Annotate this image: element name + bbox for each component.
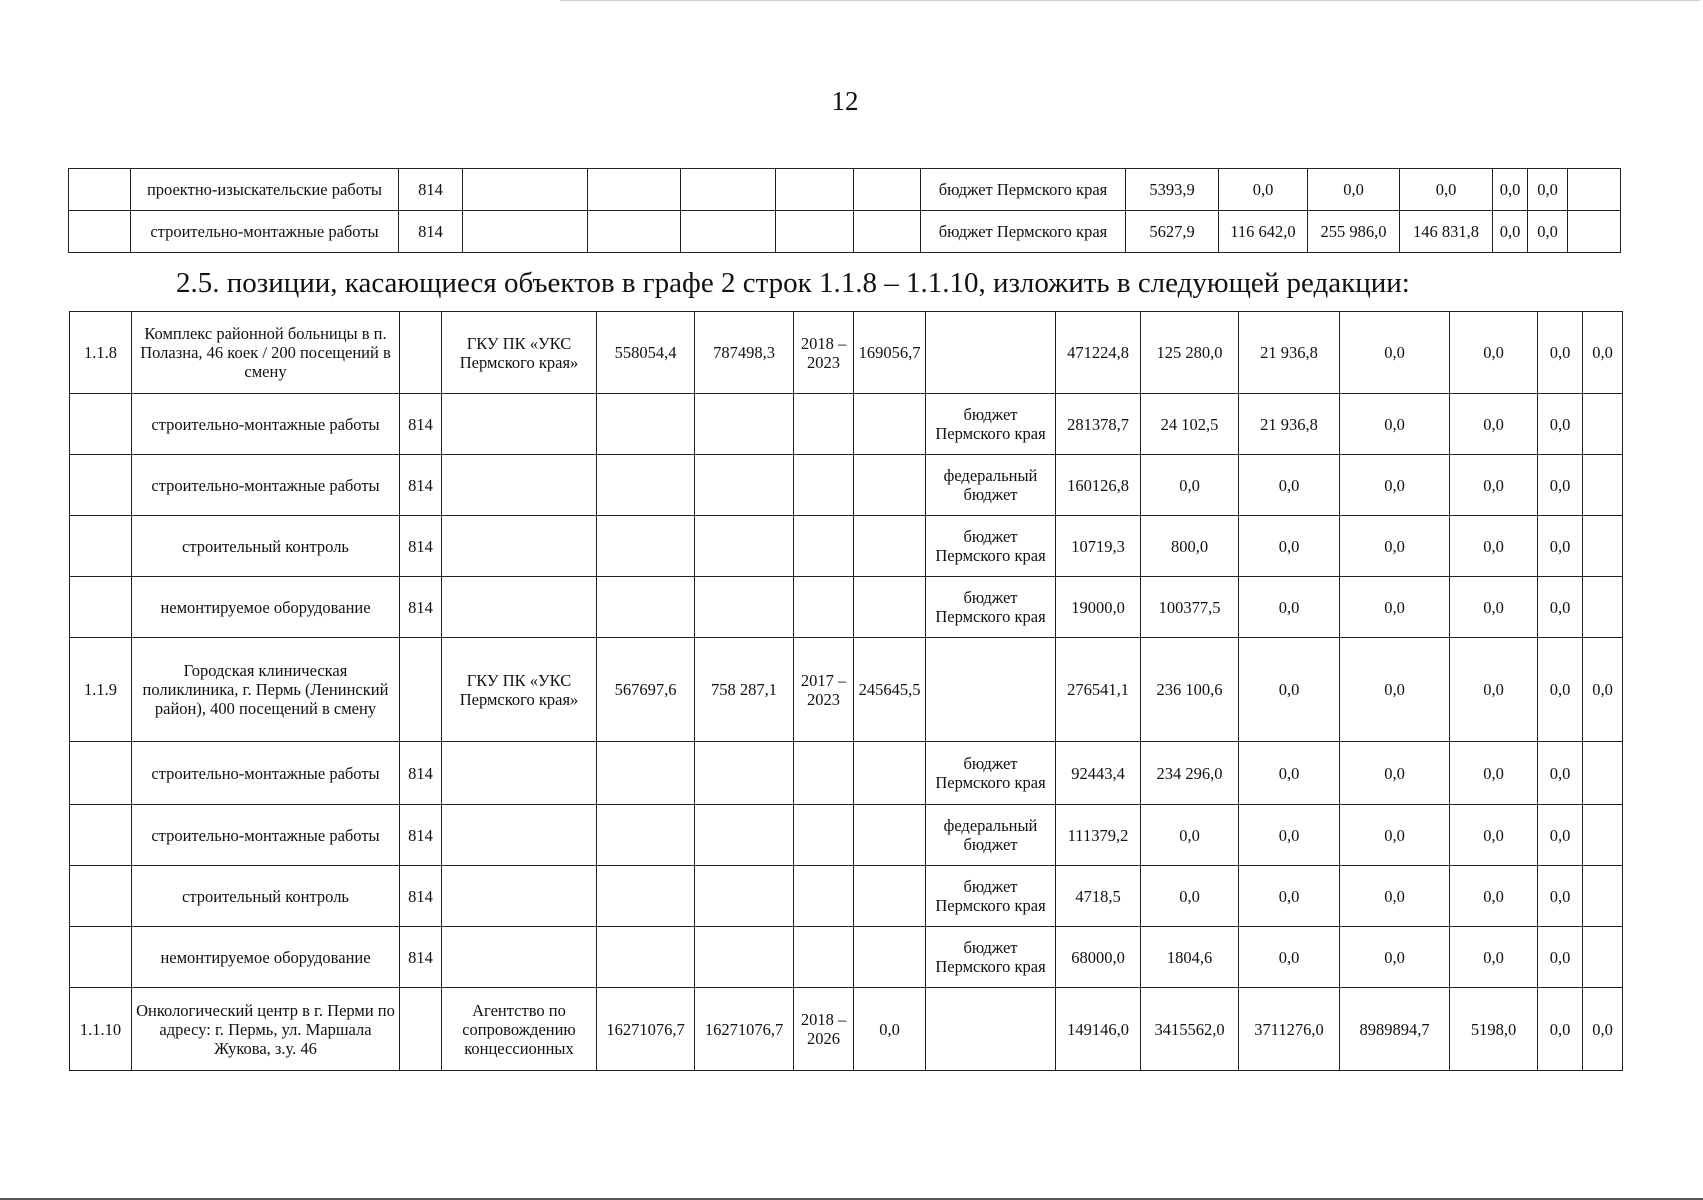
table-row (70, 455, 1623, 516)
amount-3: 0,0 (1239, 805, 1340, 866)
amount-1: 19000,0 (1056, 577, 1141, 638)
budget-code (400, 988, 442, 1071)
amount-1: 149146,0 (1056, 988, 1141, 1071)
empty-cell (588, 169, 681, 211)
construction-years (794, 742, 854, 805)
work-name: строительно-монтажные работы (132, 394, 400, 455)
funding-source: бюджет Пермского края (921, 211, 1126, 253)
empty-cell (776, 211, 854, 253)
amount-3: 0,0 (1239, 577, 1340, 638)
amount-2: 0,0 (1141, 866, 1239, 927)
responsible-org (442, 927, 597, 988)
row-number: 1.1.10 (70, 988, 132, 1071)
spent-amount (854, 805, 926, 866)
spent-amount (854, 455, 926, 516)
construction-years: 2018 – 2023 (794, 312, 854, 394)
total-cost (695, 927, 794, 988)
amount-6: 0,0 (1538, 394, 1583, 455)
amount-7: 0,0 (1583, 312, 1623, 394)
amount-6: 0,0 (1538, 866, 1583, 927)
amount-1: 281378,7 (1056, 394, 1141, 455)
construction-years (794, 866, 854, 927)
budget-code: 814 (400, 805, 442, 866)
construction-years: 2017 – 2023 (794, 638, 854, 742)
amount-2: 1804,6 (1141, 927, 1239, 988)
amount-7 (1583, 805, 1623, 866)
amount-7 (1568, 169, 1621, 211)
work-name: проектно-изыскательские работы (131, 169, 399, 211)
budget-code: 814 (400, 866, 442, 927)
responsible-org (442, 805, 597, 866)
amount-7 (1583, 577, 1623, 638)
table-row (70, 988, 1623, 1071)
table-row (70, 638, 1623, 742)
scan-edge-line (560, 0, 1700, 1)
table-row (70, 312, 1623, 394)
total-cost (695, 516, 794, 577)
table-row (70, 394, 1623, 455)
amount-4: 0,0 (1340, 805, 1450, 866)
amount-3: 0,0 (1239, 927, 1340, 988)
row-number (70, 866, 132, 927)
responsible-org: ГКУ ПК «УКС Пермского края» (442, 638, 597, 742)
work-name: строительно-монтажные работы (132, 805, 400, 866)
amount-5: 0,0 (1493, 211, 1528, 253)
amount-2: 0,0 (1141, 455, 1239, 516)
amount-4: 0,0 (1340, 866, 1450, 927)
amount-3: 0,0 (1239, 638, 1340, 742)
amount-3: 255 986,0 (1308, 211, 1400, 253)
total-cost: 16271076,7 (695, 988, 794, 1071)
table-row (70, 927, 1623, 988)
amount-5: 0,0 (1450, 312, 1538, 394)
amount-4: 0,0 (1340, 927, 1450, 988)
amount-2: 234 296,0 (1141, 742, 1239, 805)
table-row (70, 805, 1623, 866)
amount-4: 0,0 (1340, 455, 1450, 516)
budget-code: 814 (400, 577, 442, 638)
funding-source: бюджет Пермского края (921, 169, 1126, 211)
spent-amount: 169056,7 (854, 312, 926, 394)
empty-cell (463, 169, 588, 211)
object-name: Городская клиническая поликлиника, г. Пермь (Ленинский район), 400 посещений в смену (132, 638, 400, 742)
amount-3: 0,0 (1308, 169, 1400, 211)
amount-6: 0,0 (1538, 312, 1583, 394)
responsible-org (442, 394, 597, 455)
amount-1: 68000,0 (1056, 927, 1141, 988)
empty-cell (681, 211, 776, 253)
amount-5: 5198,0 (1450, 988, 1538, 1071)
amount-3: 0,0 (1239, 455, 1340, 516)
table-row (70, 866, 1623, 927)
construction-years (794, 805, 854, 866)
row-number (69, 211, 131, 253)
funding-source: федеральный бюджет (926, 805, 1056, 866)
amount-5: 0,0 (1450, 866, 1538, 927)
amount-5: 0,0 (1450, 742, 1538, 805)
estimated-cost (597, 577, 695, 638)
work-name: немонтируемое оборудование (132, 927, 400, 988)
total-cost (695, 394, 794, 455)
amount-5: 0,0 (1450, 805, 1538, 866)
empty-cell (854, 169, 921, 211)
funding-source (926, 988, 1056, 1071)
table-row (69, 169, 1621, 211)
amount-4: 0,0 (1340, 742, 1450, 805)
responsible-org (442, 742, 597, 805)
amount-2: 24 102,5 (1141, 394, 1239, 455)
spent-amount (854, 927, 926, 988)
spent-amount (854, 577, 926, 638)
row-number (70, 516, 132, 577)
funding-source: бюджет Пермского края (926, 866, 1056, 927)
table-row (69, 211, 1621, 253)
amount-4: 146 831,8 (1400, 211, 1493, 253)
amount-4: 0,0 (1340, 312, 1450, 394)
row-number (70, 927, 132, 988)
amount-1: 5393,9 (1126, 169, 1219, 211)
responsible-org: Агентство по сопровождению концессионных (442, 988, 597, 1071)
estimated-cost (597, 805, 695, 866)
amount-6: 0,0 (1538, 455, 1583, 516)
work-name: строительно-монтажные работы (132, 455, 400, 516)
page-number: 12 (831, 86, 859, 116)
construction-years (794, 394, 854, 455)
budget-code: 814 (399, 211, 463, 253)
estimated-cost (597, 394, 695, 455)
funding-source: бюджет Пермского края (926, 516, 1056, 577)
total-cost (695, 455, 794, 516)
empty-cell (463, 211, 588, 253)
amount-6: 0,0 (1538, 638, 1583, 742)
amount-5: 0,0 (1450, 516, 1538, 577)
funding-source: бюджет Пермского края (926, 742, 1056, 805)
object-name: Комплекс районной больницы в п. Полазна, 46 коек / 200 посещений в смену (132, 312, 400, 394)
responsible-org (442, 866, 597, 927)
budget-code: 814 (400, 455, 442, 516)
amount-6: 0,0 (1538, 577, 1583, 638)
amount-4: 8989894,7 (1340, 988, 1450, 1071)
amount-2: 0,0 (1141, 805, 1239, 866)
amount-7 (1583, 516, 1623, 577)
work-name: немонтируемое оборудование (132, 577, 400, 638)
work-name: строительно-монтажные работы (131, 211, 399, 253)
amount-1: 4718,5 (1056, 866, 1141, 927)
table-row (70, 742, 1623, 805)
total-cost (695, 742, 794, 805)
empty-cell (588, 211, 681, 253)
row-number (70, 742, 132, 805)
amount-4: 0,0 (1340, 516, 1450, 577)
total-cost: 787498,3 (695, 312, 794, 394)
budget-code: 814 (400, 394, 442, 455)
amount-6: 0,0 (1528, 211, 1568, 253)
amount-1: 276541,1 (1056, 638, 1141, 742)
amount-3: 0,0 (1239, 516, 1340, 577)
budget-code: 814 (400, 516, 442, 577)
amount-7 (1583, 742, 1623, 805)
table-row (70, 577, 1623, 638)
amount-3: 21 936,8 (1239, 394, 1340, 455)
amount-3: 0,0 (1239, 742, 1340, 805)
estimated-cost: 16271076,7 (597, 988, 695, 1071)
amount-5: 0,0 (1450, 394, 1538, 455)
amount-3: 3711276,0 (1239, 988, 1340, 1071)
amount-5: 0,0 (1493, 169, 1528, 211)
work-name: строительный контроль (132, 516, 400, 577)
amount-2: 236 100,6 (1141, 638, 1239, 742)
spent-amount (854, 516, 926, 577)
funding-source: бюджет Пермского края (926, 927, 1056, 988)
amount-7 (1568, 211, 1621, 253)
amount-5: 0,0 (1450, 927, 1538, 988)
estimated-cost (597, 927, 695, 988)
amount-6: 0,0 (1538, 742, 1583, 805)
estimated-cost (597, 455, 695, 516)
construction-years: 2018 – 2026 (794, 988, 854, 1071)
empty-cell (681, 169, 776, 211)
estimated-cost: 567697,6 (597, 638, 695, 742)
amount-4: 0,0 (1400, 169, 1493, 211)
responsible-org (442, 455, 597, 516)
row-number (70, 805, 132, 866)
spent-amount: 245645,5 (854, 638, 926, 742)
amount-5: 0,0 (1450, 638, 1538, 742)
object-name: Онкологический центр в г. Перми по адресу: г. Пермь, ул. Маршала Жукова, з.у. 46 (132, 988, 400, 1071)
spent-amount (854, 394, 926, 455)
total-cost (695, 805, 794, 866)
budget-code: 814 (400, 927, 442, 988)
amount-1: 471224,8 (1056, 312, 1141, 394)
funding-source: бюджет Пермского края (926, 577, 1056, 638)
amount-7: 0,0 (1583, 988, 1623, 1071)
spent-amount (854, 866, 926, 927)
amount-6: 0,0 (1538, 805, 1583, 866)
amount-1: 160126,8 (1056, 455, 1141, 516)
spent-amount: 0,0 (854, 988, 926, 1071)
estimated-cost (597, 516, 695, 577)
amount-1: 10719,3 (1056, 516, 1141, 577)
amount-6: 0,0 (1538, 988, 1583, 1071)
amount-3: 21 936,8 (1239, 312, 1340, 394)
amount-6: 0,0 (1528, 169, 1568, 211)
amount-3: 0,0 (1239, 866, 1340, 927)
budget-code (400, 638, 442, 742)
amount-5: 0,0 (1450, 577, 1538, 638)
amount-6: 0,0 (1538, 516, 1583, 577)
estimated-cost (597, 742, 695, 805)
estimated-cost (597, 866, 695, 927)
funding-source: бюджет Пермского края (926, 394, 1056, 455)
row-number: 1.1.9 (70, 638, 132, 742)
empty-cell (776, 169, 854, 211)
amount-7 (1583, 455, 1623, 516)
construction-years (794, 516, 854, 577)
empty-cell (854, 211, 921, 253)
amount-5: 0,0 (1450, 455, 1538, 516)
row-number (70, 455, 132, 516)
amount-2: 100377,5 (1141, 577, 1239, 638)
construction-years (794, 577, 854, 638)
funding-source (926, 638, 1056, 742)
responsible-org (442, 577, 597, 638)
amount-2: 0,0 (1219, 169, 1308, 211)
budget-code (400, 312, 442, 394)
section-heading: 2.5. позиции, касающиеся объектов в графе 2 строк 1.1.8 – 1.1.10, изложить в следующей редакции: (176, 267, 1410, 299)
main-table (69, 311, 1623, 1071)
funding-source: федеральный бюджет (926, 455, 1056, 516)
amount-7: 0,0 (1583, 638, 1623, 742)
table-row (70, 516, 1623, 577)
amount-4: 0,0 (1340, 638, 1450, 742)
total-cost: 758 287,1 (695, 638, 794, 742)
row-number (70, 394, 132, 455)
amount-6: 0,0 (1538, 927, 1583, 988)
amount-1: 92443,4 (1056, 742, 1141, 805)
amount-2: 125 280,0 (1141, 312, 1239, 394)
spent-amount (854, 742, 926, 805)
amount-7 (1583, 866, 1623, 927)
estimated-cost: 558054,4 (597, 312, 695, 394)
amount-1: 5627,9 (1126, 211, 1219, 253)
amount-7 (1583, 394, 1623, 455)
amount-7 (1583, 927, 1623, 988)
row-number (70, 577, 132, 638)
construction-years (794, 927, 854, 988)
row-number: 1.1.8 (70, 312, 132, 394)
total-cost (695, 866, 794, 927)
amount-1: 111379,2 (1056, 805, 1141, 866)
budget-code: 814 (399, 169, 463, 211)
work-name: строительный контроль (132, 866, 400, 927)
responsible-org (442, 516, 597, 577)
funding-source (926, 312, 1056, 394)
work-name: строительно-монтажные работы (132, 742, 400, 805)
amount-4: 0,0 (1340, 394, 1450, 455)
amount-4: 0,0 (1340, 577, 1450, 638)
budget-code: 814 (400, 742, 442, 805)
amount-2: 3415562,0 (1141, 988, 1239, 1071)
amount-2: 116 642,0 (1219, 211, 1308, 253)
construction-years (794, 455, 854, 516)
total-cost (695, 577, 794, 638)
responsible-org: ГКУ ПК «УКС Пермского края» (442, 312, 597, 394)
row-number (69, 169, 131, 211)
amount-2: 800,0 (1141, 516, 1239, 577)
top-table (68, 168, 1621, 253)
